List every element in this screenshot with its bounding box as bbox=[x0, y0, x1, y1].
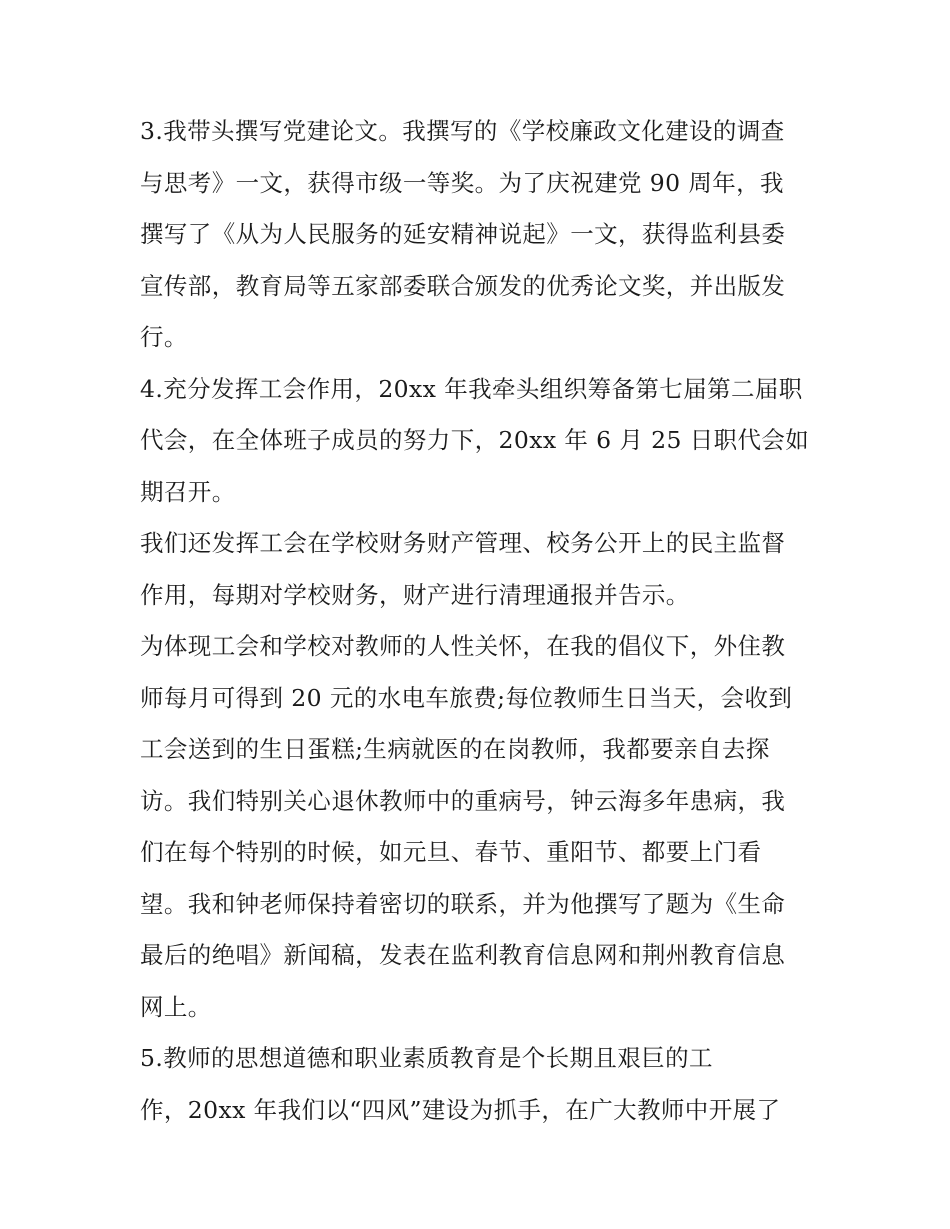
text-line: 期召开。 bbox=[140, 477, 236, 506]
text-line: 最后的绝唱》新闻稿，发表在监利教育信息网和荆州教育信息 bbox=[140, 941, 786, 969]
text-line: 为体现工会和学校对教师的人性关怀，在我的倡仪下，外住教 bbox=[140, 632, 786, 660]
text-line: 宣传部，教育局等五家部委联合颁发的优秀论文奖，并出版发 bbox=[140, 271, 786, 300]
text-line: 撰写了《从为人民服务的延安精神说起》一文，获得监利县委 bbox=[140, 220, 786, 248]
text-line: 作用，每期对学校财务，财产进行清理通报并告示。 bbox=[140, 580, 690, 609]
text-line: 代会，在全体班子成员的努力下，20xx 年 6 月 25 日职代会如 bbox=[140, 426, 810, 454]
text-line: 望。我和钟老师保持着密切的联系，并为他撰写了题为《生命 bbox=[140, 889, 786, 918]
text-line: 与思考》一文，获得市级一等奖。为了庆祝建党 90 周年，我 bbox=[140, 168, 784, 197]
text-line: 4.充分发挥工会作用，20xx 年我牵头组织筹备第七届第二届职 bbox=[140, 374, 803, 403]
document-body bbox=[140, 106, 820, 1136]
text-line: 作，20xx 年我们以“四风”建设为抓手，在广大教师中开展了 bbox=[140, 1095, 781, 1124]
text-line: 工会送到的生日蛋糕;生病就医的在岗教师，我都要亲自去探 bbox=[140, 735, 770, 763]
text-line: 们在每个特别的时候，如元旦、春节、重阳节、都要上门看 bbox=[140, 838, 762, 866]
text-line: 师每月可得到 20 元的水电车旅费;每位教师生日当天，会收到 bbox=[140, 683, 793, 712]
text-line: 行。 bbox=[140, 323, 188, 351]
text-line: 网上。 bbox=[140, 992, 212, 1021]
text-line: 我们还发挥工会在学校财务财产管理、校务公开上的民主监督 bbox=[140, 529, 786, 557]
text-line: 访。我们特别关心退休教师中的重病号，钟云海多年患病，我 bbox=[140, 786, 786, 815]
text-line: 3.我带头撰写党建论文。我撰写的《学校廉政文化建设的调查 bbox=[140, 117, 785, 145]
text-line: 5.教师的思想道德和职业素质教育是个长期且艰巨的工 bbox=[140, 1044, 713, 1072]
